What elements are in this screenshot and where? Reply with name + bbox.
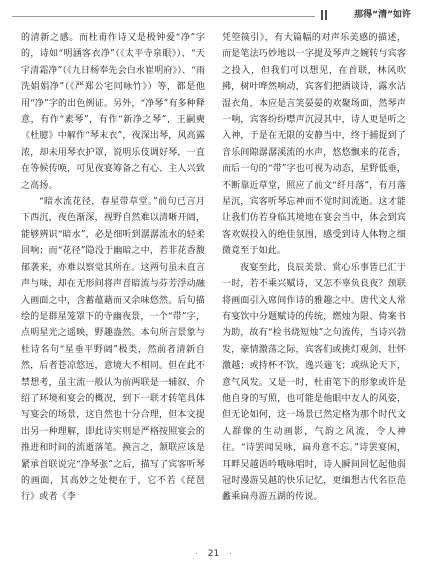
paragraph: “暗水流花径，春星带草堂。”前句已言月下西沉，夜色渐深，视野自然难以清晰开阔，能够辨识“暗水”，必是细听到潺潺流水的轻柔回响；而“花径”隐没于幽暗之中，若非花香馥郁袭来，亦难以察觉其所在。这两句虽未直言声与味，却在无形间将声音暗流与芬芳浮动融入画面之中，含蓄蕴藉而又余味悠然。后句描绘的是群星笼罩下的寺幽夜景，一个“带”字，点明星光之遥映，野趣盎然。本句所言景象与杜诗名句“星垂平野阔”极类，然前者清新自然，后者苍凉悠远，意境大不相同。但在此不禁想考，虽主流一般认为前两联是一辅叙，介绍了环境和宴会的概况，到下一联才转笔具体写宴会的场景，这自然也十分合理，但本文提出另一种理解，即此诗实则是严格按照宴会的推进和时间的流逝落笔。换言之，颔联应该是紧承首联说完“净琴张”之后，描写了宾客听琴的画面，其高妙之处便在于，它不若《琵琶行》或者《李	[21, 197, 205, 503]
footer-dot: ·	[229, 550, 232, 558]
header-marker	[325, 10, 327, 20]
page-number: 21	[207, 549, 220, 559]
running-header	[0, 8, 427, 22]
paragraph: 夜宴至此，良辰美景、赏心乐事皆已汇于一时，若不乘兴赋诗，又怎不辜负良夜？颈联将画面引入席间作诗的雅趣之中。唐代文人常有宴饮中分题赋诗的传统，燃烛为限、倚案书为助，故有“检书烧短烛”之句流传，当诗兴勃发，豪情激荡之际，宾客们或挑灯观剑，壮怀激越；或持杯不饮，逸兴遄飞；或纵论天下，意气风发。又是一时，杜甫笔下的形象或许是他自身的写照，也可能是他眼中友人的风姿，但无论如何，这一场景已然定格为那个时代文人群像的生动画影，气韵之风流，令人神往。“诗罢闻吴咏，扁舟意不忘。”诗罢宴闲，耳畔吴越语吟哦咏唱时，诗人瞬间回忆起他弱冠时漫游吴越的快乐记忆，更缅想古代名臣范蠡乘扁舟游五湖的传说。	[222, 262, 406, 503]
page-footer	[0, 549, 427, 559]
paragraph: 凭箜篌引》，有大篇幅的对声乐美感的描述，而是笔法巧妙地以一字提及琴声之婉转与宾客之投入，但我们可以想见，在首联，林风吹拂，树叶哗然响动，宾客们把酒谈诗，露水沾湿衣角，本应是言笑晏晏的欢聚场面，然琴声一响，宾客纷纷噤声沉浸其中，诗人更是听之入神，于是在无限的安静当中，终于捕捉到了音乐间隙潺潺溪流的水声，悠悠飘来的花香，而后一句的“带”字也可视为动态，星野低垂，不断靠近草堂，照应了前文“纤月落”，有月落星沉，宾客听琴忘神而不觉时间流逝。这才能让我们仿若身临其境地在宴会当中，体会到宾客欢娱投入的绝佳氛围，感受到诗人体物之细微竟至于如此。	[222, 33, 406, 257]
header-marker	[321, 10, 323, 20]
paragraph: 的清新之感。而杜甫作诗又是极钟爱“净”字的，诗如“明涵客衣净”（《太平寺泉眼》）、“天宇清霜净”（《九日杨奉先会白水崔明府》）、“雨洗娟娟净”（《严郑公宅同咏竹》）等，都是他用“净”字的出色例证。另外，“净琴”有多种释意，有作“素琴”，有作“新净之琴”，王嗣奭《杜臆》中解作“琴末衣”，夜深出琴，风高露浓，却未用琴衣护罩，说明乐伎调好琴，一直在等候传唤，可见夜宴筹备之有心、主人兴致之高扬。	[21, 33, 205, 191]
section-title: 那得“清”如许	[354, 10, 411, 20]
header-rule	[12, 16, 315, 17]
footer-dot: ·	[195, 550, 198, 558]
article-body	[21, 30, 406, 536]
left-column	[21, 30, 205, 536]
right-column	[222, 30, 406, 536]
